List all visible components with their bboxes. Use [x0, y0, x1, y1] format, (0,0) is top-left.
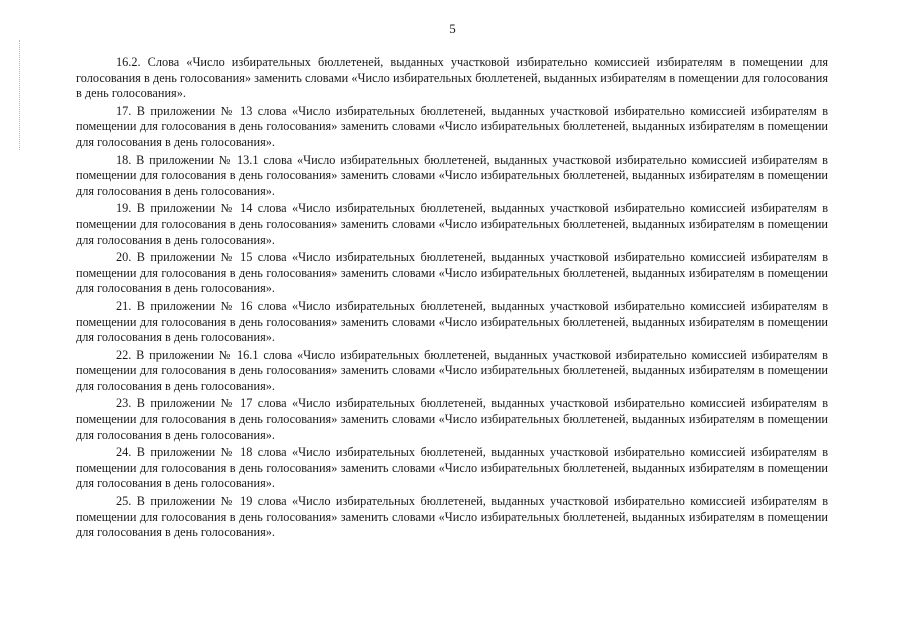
paragraph-19: 19. В приложении № 14 слова «Число избирательных бюллетеней, выданных участковой избирательно комиссией избирателям в помещении для голосования в день голосования» заменить словами «Число избирательных бюллетеней, выданных избирателям в помещении для голосования в день голосования».	[76, 201, 828, 247]
document-body	[76, 55, 828, 543]
paragraph-24: 24. В приложении № 18 слова «Число избирательных бюллетеней, выданных участковой избирательно комиссией избирателям в помещении для голосования в день голосования» заменить словами «Число избирательных бюллетеней, выданных избирателям в помещении для голосования в день голосования».	[76, 445, 828, 491]
paragraph-16-2: 16.2. Слова «Число избирательных бюллетеней, выданных участковой избирательно комиссией избирателям в помещении для голосования в день голосования» заменить словами «Число избирательных бюллетеней, выданных избирателям в помещении для голосования в день голосования».	[76, 55, 828, 101]
paragraph-23: 23. В приложении № 17 слова «Число избирательных бюллетеней, выданных участковой избирательно комиссией избирателям в помещении для голосования в день голосования» заменить словами «Число избирательных бюллетеней, выданных избирателям в помещении для голосования в день голосования».	[76, 396, 828, 442]
page-number: 5	[449, 21, 456, 36]
paragraph-20: 20. В приложении № 15 слова «Число избирательных бюллетеней, выданных участковой избирательно комиссией избирателям в помещении для голосования в день голосования» заменить словами «Число избирательных бюллетеней, выданных избирателям в помещении для голосования в день голосования».	[76, 250, 828, 296]
paragraph-17: 17. В приложении № 13 слова «Число избирательных бюллетеней, выданных участковой избирательно комиссией избирателям в помещении для голосования в день голосования» заменить словами «Число избирательных бюллетеней, выданных избирателям в помещении для голосования в день голосования».	[76, 103, 828, 149]
margin-dotted-rule	[19, 40, 20, 150]
paragraph-25: 25. В приложении № 19 слова «Число избирательных бюллетеней, выданных участковой избирательно комиссией избирателям в помещении для голосования в день голосования» заменить словами «Число избирательных бюллетеней, выданных избирателям в помещении для голосования в день голосования».	[76, 494, 828, 540]
paragraph-21: 21. В приложении № 16 слова «Число избирательных бюллетеней, выданных участковой избирательно комиссией избирателям в помещении для голосования в день голосования» заменить словами «Число избирательных бюллетеней, выданных избирателям в помещении для голосования в день голосования».	[76, 298, 828, 345]
paragraph-18: 18. В приложении № 13.1 слова «Число избирательных бюллетеней, выданных участковой избирательно комиссией избирателям в помещении для голосования в день голосования» заменить словами «Число избирательных бюллетеней, выданных избирателям в помещении для голосования в день голосования».	[76, 152, 828, 198]
paragraph-22: 22. В приложении № 16.1 слова «Число избирательных бюллетеней, выданных участковой избирательно комиссией избирателям в помещении для голосования в день голосования» заменить словами «Число избирательных бюллетеней, выданных избирателям в помещении для голосования в день голосования».	[76, 347, 828, 393]
